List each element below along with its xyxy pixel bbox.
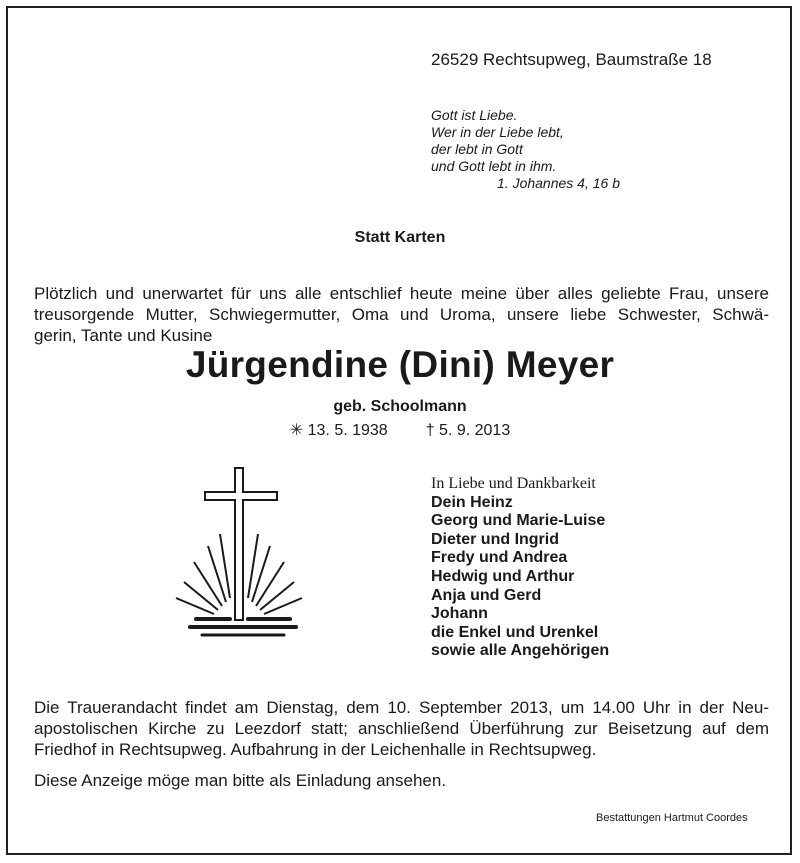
intro-line: treusorgende Mutter, Schwiegermutter, Oma und Uroma, unsere liebe Schwester, Schwä- [34,305,769,324]
bible-verse [431,107,620,192]
mourners-lead: In Liebe und Dankbarkeit [431,475,596,492]
birth-date: ✳ 13. 5. 1938 [289,422,388,439]
verse-line: Wer in der Liebe lebt, [431,124,564,140]
service-line: Friedhof in Rechtsupweg. Aufbahrung in der Leichenhalle in Rechtsupweg. [34,740,597,759]
mourner: Johann [431,605,488,623]
service-line: Die Trauerandacht findet am Dienstag, dem 10. September 2013, um 14.00 Uhr in der Neu- [34,698,769,717]
death-date: † 5. 9. 2013 [425,422,511,439]
intro-line: Plötzlich und unerwartet für uns alle entschlief heute meine über alles geliebte Frau, unsere [34,284,769,303]
mourner: Dein Heinz [431,493,513,511]
mourner: die Enkel und Urenkel [431,623,599,641]
life-dates [0,420,800,440]
notice-heading: Statt Karten [354,229,446,246]
service-details [34,697,769,760]
service-line: apostolischen Kirche zu Leezdorf statt; anschließend Überführung zur Beisetzung auf dem [34,719,769,738]
address: 26529 Rechtsupweg, Baumstraße 18 [431,50,712,69]
mourner: Fredy und Andrea [431,549,568,567]
mourner: Georg und Marie-Luise [431,512,606,530]
mourner: Anja und Gerd [431,586,542,604]
intro-line: gerin, Tante und Kusine [34,326,213,345]
mourner: sowie alle Angehörigen [431,642,610,660]
undertaker-credit: Bestattungen Hartmut Coordes [596,812,748,824]
mourners-list [431,475,609,661]
cross-sunrise-icon [172,464,312,640]
verse-line: der lebt in Gott [431,141,523,157]
mourner: Dieter und Ingrid [431,530,559,548]
invitation-note: Diese Anzeige möge man bitte als Einladung ansehen. [34,771,447,790]
verse-line: Gott ist Liebe. [431,107,518,123]
verse-line: und Gott lebt in ihm. [431,158,557,174]
mourner: Hedwig und Arthur [431,567,575,585]
verse-reference: 1. Johannes 4, 16 b [497,175,620,191]
intro-text [34,283,769,346]
birth-name: geb. Schoolmann [333,398,467,415]
deceased-name: Jürgendine (Dini) Meyer [185,344,615,385]
